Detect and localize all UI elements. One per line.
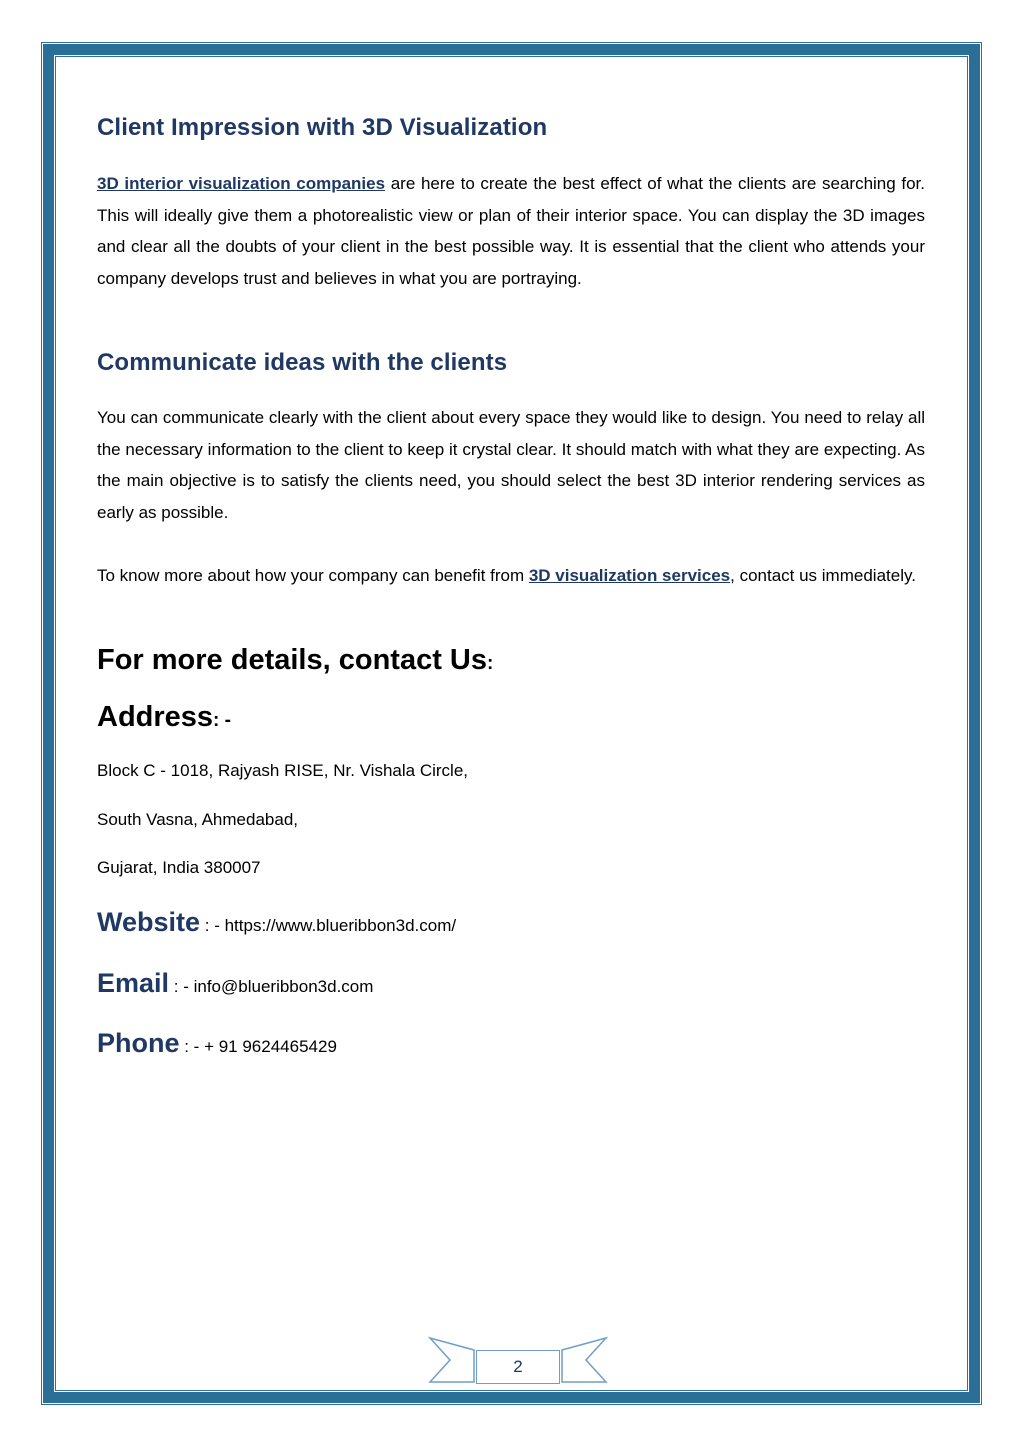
website-label: Website (97, 907, 201, 937)
contact-heading-colon: : (487, 653, 494, 674)
address-line-2: South Vasna, Ahmedabad, (97, 810, 299, 829)
interior-visualization-link[interactable]: 3D interior visualization companies (97, 174, 386, 193)
address-line-3: Gujarat, India 380007 (97, 858, 261, 877)
phone-value: : - + 91 9624465429 (179, 1037, 337, 1056)
address-heading (97, 699, 231, 739)
benefit-text-end: , contact us immediately. (730, 566, 916, 585)
address-label-suffix: : - (213, 710, 231, 731)
communicate-paragraph: You can communicate clearly with the client about every space they would like to design. You need to relay all the necessary information to the client to keep it crystal clear. It should match with what they are expecting. As the main objective is to satisfy the clients need, you should select the best 3D interior rendering services as early as possible. (97, 408, 925, 522)
website-value[interactable]: : - https://www.blueribbon3d.com/ (200, 916, 457, 935)
contact-heading-text: For more details, contact Us (97, 644, 487, 676)
email-label: Email (97, 968, 170, 998)
email-row (97, 965, 373, 1005)
page-number: 2 (476, 1350, 560, 1384)
client-impression-paragraph (97, 168, 925, 294)
email-value[interactable]: : - info@blueribbon3d.com (169, 977, 374, 996)
phone-row (97, 1025, 337, 1065)
website-row (97, 904, 456, 944)
benefit-paragraph (97, 560, 925, 592)
client-impression-text: are here to create the best effect of what the clients are searching for. This will ideally give them a photorealistic view or plan of their interior space. You can display the 3D images and clear all the doubts of your client in the best possible way. It is essential that the client who attends your company develops trust and believes in what you are portraying. (97, 174, 925, 288)
section-heading-communicate: Communicate ideas with the clients (97, 349, 508, 376)
section-heading-client-impression: Client Impression with 3D Visualization (97, 114, 548, 141)
ribbon-left-tail (430, 1338, 474, 1382)
benefit-text-start: To know more about how your company can benefit from (97, 566, 529, 585)
address-line-1: Block C - 1018, Rajyash RISE, Nr. Vishala Circle, (97, 761, 468, 780)
phone-label: Phone (97, 1028, 180, 1058)
visualization-services-link[interactable]: 3D visualization services (528, 566, 731, 585)
address-label: Address (97, 701, 214, 733)
contact-heading (97, 642, 493, 682)
ribbon-right-tail (562, 1338, 606, 1382)
